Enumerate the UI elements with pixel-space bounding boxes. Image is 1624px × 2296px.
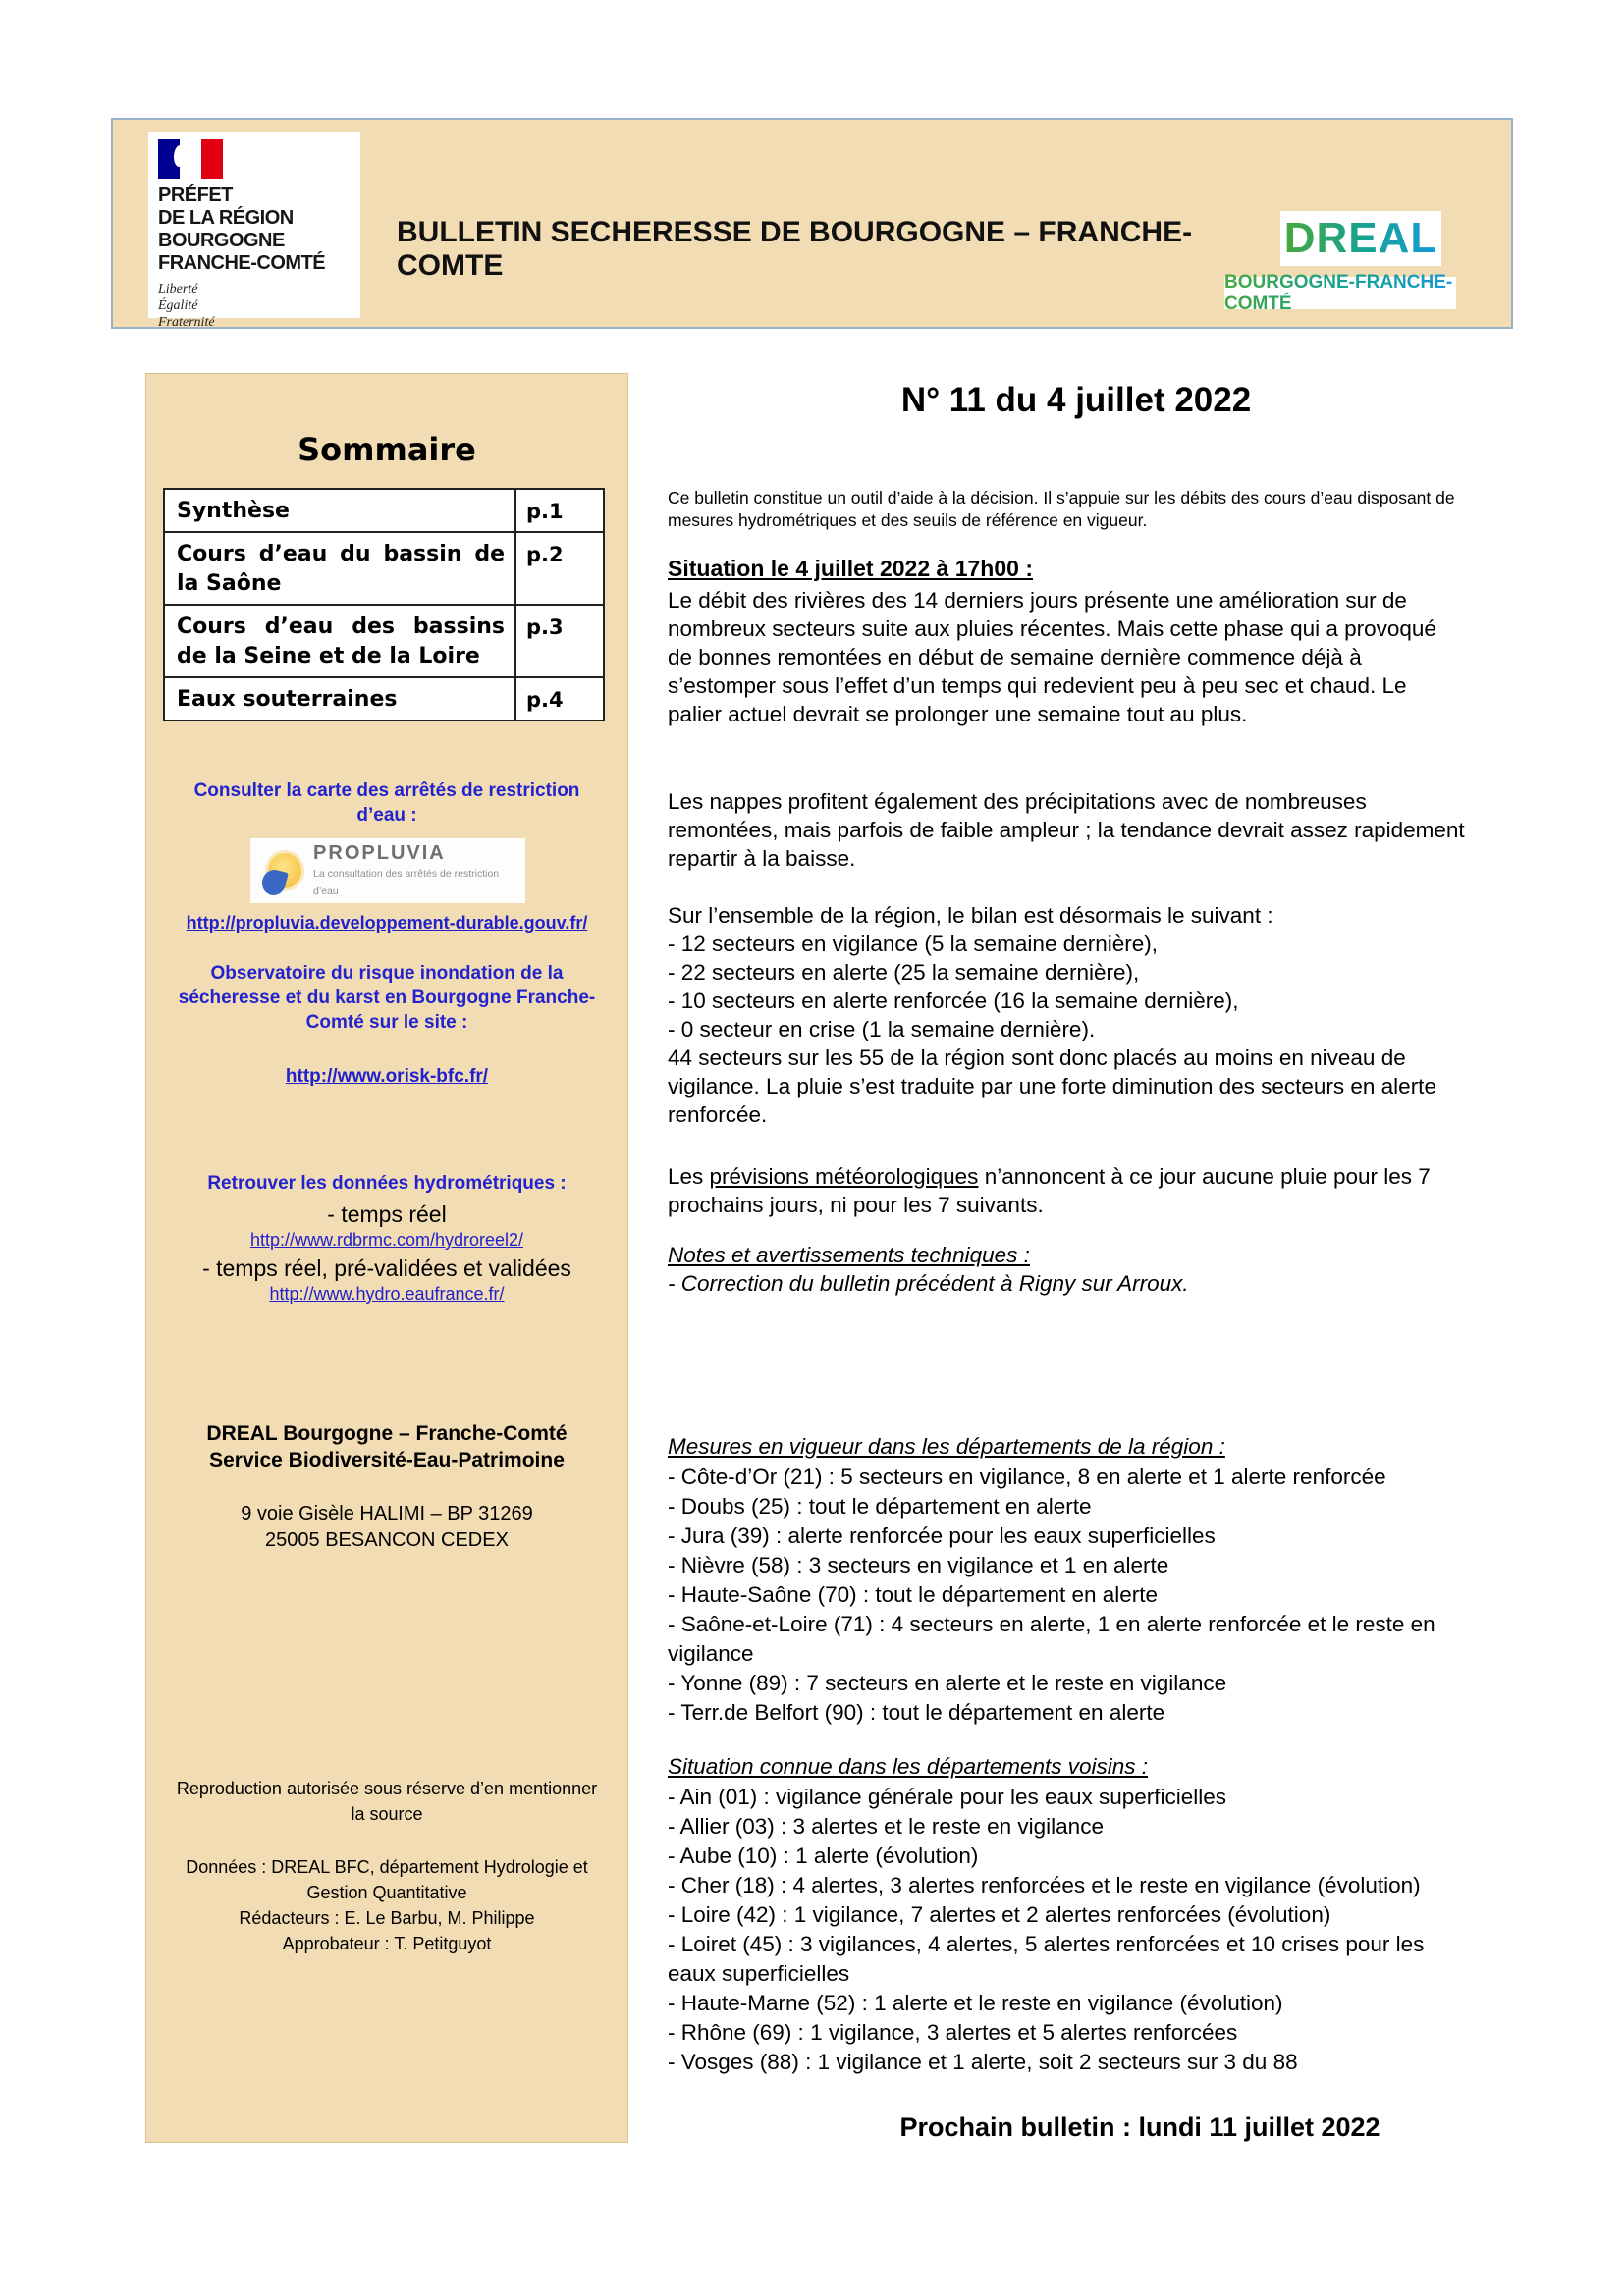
mesures-item: - Doubs (25) : tout le département en alerte xyxy=(668,1494,1092,1519)
propluvia-link[interactable]: http://propluvia.developpement-durable.gouv.fr/ xyxy=(186,913,588,933)
previsions-underlined: prévisions météorologiques xyxy=(709,1164,979,1189)
propluvia-logo xyxy=(250,838,525,903)
propluvia-sun-icon xyxy=(268,853,301,888)
dreal-region-text: BOURGOGNE-FRANCHE-COMTÉ xyxy=(1224,272,1456,315)
voisins-item: - Loiret (45) : 3 vigilances, 4 alertes, 5 alertes renforcées et 10 crises pour les eaux superficielles xyxy=(668,1932,1425,1986)
voisins-item: - Aube (10) : 1 alerte (évolution) xyxy=(668,1843,979,1868)
legal-data-source: Données : DREAL BFC, département Hydrologie et Gestion Quantitative xyxy=(186,1857,588,1902)
bilan-item: - 12 secteurs en vigilance (5 la semaine dernière), xyxy=(668,932,1158,956)
toc-label: Synthèse xyxy=(177,499,290,523)
voisins-list xyxy=(668,1783,1465,2077)
organization-service: Service Biodiversité-Eau-Patrimoine xyxy=(209,1449,565,1471)
next-bulletin-notice: Prochain bulletin : lundi 11 juillet 2022 xyxy=(899,2112,1380,2142)
situation-paragraph-2: Les nappes profitent également des précipitations avec de nombreuses remontées, mais parfois de faible ampleur ; la tendance devrait assez rapidement repartir à la baisse. xyxy=(668,789,1465,871)
propluvia-logo-subtitle: La consultation des arrêtés de restriction d’eau xyxy=(313,868,500,897)
dreal-logo xyxy=(1280,211,1441,266)
bilan-outro: 44 secteurs sur les 55 de la région sont donc placés au moins en niveau de vigilance. La pluie s’est traduite par une forte diminution des secteurs en alerte renforcée. xyxy=(668,1045,1436,1127)
sidebar xyxy=(145,373,628,2143)
intro-paragraph: Ce bulletin constitue un outil d’aide à la décision. Il s’appuie sur les débits des cours d’eau disposant de mesures hydrométriques et des seuils de référence en vigueur. xyxy=(668,488,1455,530)
toc-row[interactable] xyxy=(165,531,603,604)
toc-page-number: p.3 xyxy=(514,606,603,676)
voisins-heading: Situation connue dans les départements voisins : xyxy=(668,1754,1149,1779)
toc-label: Cours d’eau des bassins de la Seine et de la Loire xyxy=(177,614,505,668)
prefecture-line: PRÉFET xyxy=(158,185,233,206)
mesures-item: - Nièvre (58) : 3 secteurs en vigilance et 1 en alerte xyxy=(668,1553,1169,1577)
bilan-item: - 0 secteur en crise (1 la semaine dernière). xyxy=(668,1017,1096,1041)
toc-page-number: p.4 xyxy=(514,678,603,720)
notes-block xyxy=(668,1241,1465,1298)
table-of-contents xyxy=(163,488,605,721)
voisins-item: - Ain (01) : vigilance générale pour les eaux superficielles xyxy=(668,1785,1227,1809)
prefecture-line: DE LA RÉGION xyxy=(158,207,294,229)
previsions-paragraph xyxy=(668,1162,1465,1219)
voisins-item: - Haute-Marne (52) : 1 alerte et le reste en vigilance (évolution) xyxy=(668,1991,1283,2015)
orisk-link[interactable]: http://www.orisk-bfc.fr/ xyxy=(285,1066,489,1087)
mesures-item: - Jura (39) : alerte renforcée pour les eaux superficielles xyxy=(668,1523,1216,1548)
prefecture-motto: Liberté Égalité Fraternité xyxy=(158,282,215,330)
notes-heading: Notes et avertissements techniques : xyxy=(668,1243,1030,1267)
voisins-section xyxy=(668,1751,1485,2077)
address-line: 25005 BESANCON CEDEX xyxy=(265,1529,509,1551)
organization-block xyxy=(146,1420,627,1473)
situation-heading: Situation le 4 juillet 2022 à 17h00 : xyxy=(668,556,1033,581)
toc-page-number: p.2 xyxy=(514,533,603,604)
dreal-logo-text: DREAL xyxy=(1283,214,1438,262)
legal-writers: Rédacteurs : E. Le Barbu, M. Philippe xyxy=(239,1908,535,1928)
voisins-item: - Cher (18) : 4 alertes, 3 alertes renforcées et le reste en vigilance (évolution) xyxy=(668,1873,1421,1897)
previsions-prefix: Les xyxy=(668,1164,710,1189)
mesures-item: - Côte-d’Or (21) : 5 secteurs en vigilance, 8 en alerte et 1 alerte renforcée xyxy=(668,1465,1386,1489)
legal-reproduction: Reproduction autorisée sous réserve d’en mentionner la source xyxy=(176,1779,598,1824)
prefecture-logo xyxy=(148,132,360,330)
voisins-item: - Vosges (88) : 1 vigilance et 1 alerte, soit 2 secteurs sur 3 du 88 xyxy=(668,2050,1298,2074)
voisins-item: - Rhône (69) : 1 vigilance, 3 alertes et 5 alertes renforcées xyxy=(668,2020,1238,2045)
prefecture-line: FRANCHE-COMTÉ xyxy=(158,252,326,274)
mesures-list xyxy=(668,1463,1465,1728)
bilan-block xyxy=(668,901,1465,1129)
header xyxy=(111,118,1513,329)
hydro-heading: Retrouver les données hydrométriques : xyxy=(207,1173,567,1194)
bilan-intro: Sur l’ensemble de la région, le bilan est désormais le suivant : xyxy=(668,903,1273,928)
toc-page-number: p.1 xyxy=(514,490,603,531)
toc-row[interactable] xyxy=(165,604,603,676)
bilan-list xyxy=(668,930,1465,1043)
previsions-suffix: n’annoncent à ce jour aucune pluie pour les 7 prochains jours, ni pour les 7 suivants. xyxy=(668,1164,1431,1217)
marianne-flag-icon xyxy=(158,139,223,179)
bulletin-number: N° 11 du 4 juillet 2022 xyxy=(900,381,1252,419)
hydroreel-link[interactable]: http://www.rdbrmc.com/hydroreel2/ xyxy=(249,1230,524,1250)
legal-credits xyxy=(146,1854,627,1956)
document-title: BULLETIN SECHERESSE DE BOURGOGNE – FRANCHE-COMTE xyxy=(397,216,1193,282)
prefecture-line: BOURGOGNE xyxy=(158,230,285,251)
voisins-item: - Loire (42) : 1 vigilance, 7 alertes et 2 alertes renforcées (évolution) xyxy=(668,1902,1331,1927)
toc-label: Eaux souterraines xyxy=(177,687,398,712)
mesures-item: - Saône-et-Loire (71) : 4 secteurs en alerte, 1 en alerte renforcée et le reste en vigilance xyxy=(668,1612,1435,1666)
orisk-heading: Observatoire du risque inondation de la sécheresse et du karst en Bourgogne Franche-Comté sur le site : xyxy=(178,963,596,1033)
hydro-item-validated: - temps réel, pré-validées et validées xyxy=(202,1255,571,1281)
bilan-item: - 22 secteurs en alerte (25 la semaine dernière), xyxy=(668,960,1140,985)
toc-label: Cours d’eau du bassin de la Saône xyxy=(177,542,505,596)
toc-row[interactable] xyxy=(165,490,603,531)
mesures-section xyxy=(668,1431,1485,1728)
voisins-item: - Allier (03) : 3 alertes et le reste en vigilance xyxy=(668,1814,1104,1839)
mesures-item: - Haute-Saône (70) : tout le département en alerte xyxy=(668,1582,1159,1607)
toc-row[interactable] xyxy=(165,676,603,720)
hydro-item-realtime: - temps réel xyxy=(327,1201,447,1227)
notes-item: - Correction du bulletin précédent à Rigny sur Arroux. xyxy=(668,1271,1189,1296)
organization-address xyxy=(146,1501,627,1554)
propluvia-heading: Consulter la carte des arrêtés de restriction d’eau : xyxy=(193,780,580,826)
eaufrance-link[interactable]: http://www.hydro.eaufrance.fr/ xyxy=(269,1284,505,1304)
organization-name: DREAL Bourgogne – Franche-Comté xyxy=(206,1422,568,1445)
dreal-region-banner xyxy=(1224,271,1456,314)
address-line: 9 voie Gisèle HALIMI – BP 31269 xyxy=(241,1503,533,1524)
propluvia-logo-name: PROPLUVIA xyxy=(313,842,446,864)
situation-paragraph-1: Le débit des rivières des 14 derniers jours présente une amélioration sur de nombreux secteurs suite aux pluies récentes. Mais cette phase qui a provoqué de bonnes remontées en début de semaine dernière commence déjà à s’estomper sous l’effet d’un temps qui redevient peu à peu sec et chaud. Le palier actuel devrait se prolonger une semaine tout au plus. xyxy=(668,588,1436,726)
mesures-item: - Terr.de Belfort (90) : tout le département en alerte xyxy=(668,1700,1165,1725)
legal-approver: Approbateur : T. Petitguyot xyxy=(282,1934,492,1953)
bilan-item: - 10 secteurs en alerte renforcée (16 la semaine dernière), xyxy=(668,988,1239,1013)
mesures-item: - Yonne (89) : 7 secteurs en alerte et le reste en vigilance xyxy=(668,1671,1227,1695)
mesures-heading: Mesures en vigueur dans les départements de la région : xyxy=(668,1434,1225,1459)
sommaire-title: Sommaire xyxy=(298,431,476,468)
